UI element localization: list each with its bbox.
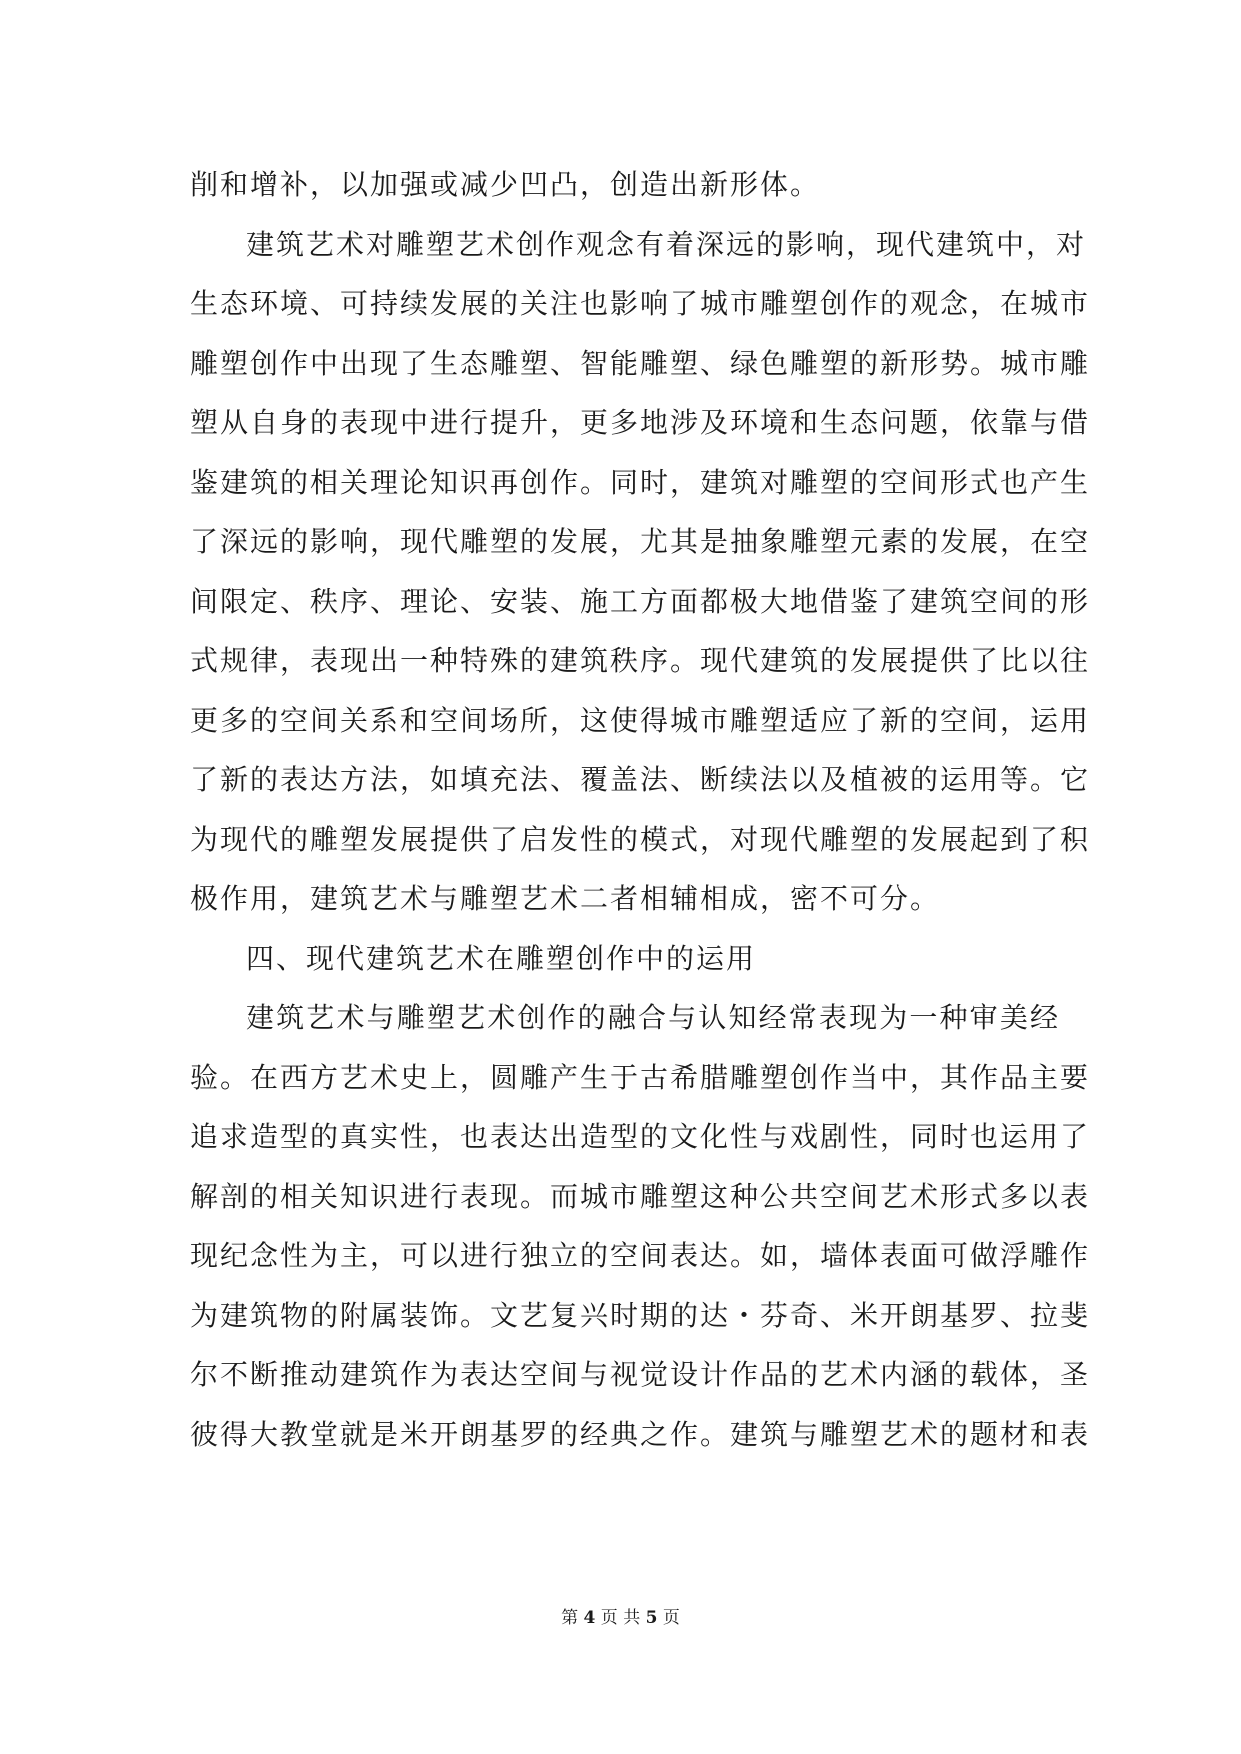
footer-total-pages: 5 (645, 1608, 658, 1628)
text-line: 解剖的相关知识进行表现。而城市雕塑这种公共空间艺术形式多以表 (190, 1179, 1091, 1213)
text-line: 了深远的影响，现代雕塑的发展，尤其是抽象雕塑元素的发展，在空 (190, 525, 1091, 558)
text-line: 验。在西方艺术史上，圆雕产生于古希腊雕塑创作当中，其作品主要 (190, 1060, 1091, 1094)
section-heading: 四、现代建筑艺术在雕塑创作中的运用 (246, 941, 757, 975)
page-footer (0, 1606, 1241, 1630)
text-line: 鉴建筑的相关理论知识再创作。同时，建筑对雕塑的空间形式也产生 (190, 465, 1091, 499)
footer-prefix: 第 (561, 1608, 579, 1628)
footer-suffix: 页 (662, 1608, 680, 1628)
footer-middle: 页 共 (600, 1608, 641, 1628)
text-line: 式规律，表现出一种特殊的建筑秩序。现代建筑的发展提供了比以往 (190, 644, 1091, 677)
text-line: 间限定、秩序、理论、安装、施工方面都极大地借鉴了建筑空间的形 (190, 584, 1091, 618)
body-text (190, 155, 1091, 1464)
text-line: 生态环境、可持续发展的关注也影响了城市雕塑创作的观念，在城市 (190, 287, 1091, 320)
text-line: 了新的表达方法，如填充法、覆盖法、断续法以及植被的运用等。它 (190, 763, 1091, 796)
text-line: 更多的空间关系和空间场所，这使得城市雕塑适应了新的空间，运用 (190, 703, 1091, 737)
text-line: 为现代的雕塑发展提供了启发性的模式，对现代雕塑的发展起到了积 (190, 822, 1091, 856)
text-line: 塑从自身的表现中进行提升，更多地涉及环境和生态问题，依靠与借 (190, 406, 1091, 439)
text-line: 极作用，建筑艺术与雕塑艺术二者相辅相成，密不可分。 (190, 882, 941, 915)
text-line: 彼得大教堂就是米开朗基罗的经典之作。建筑与雕塑艺术的题材和表 (190, 1417, 1091, 1451)
text-line: 建筑艺术对雕塑艺术创作观念有着深远的影响，现代建筑中，对 (246, 227, 1087, 261)
text-line: 追求造型的真实性，也表达出造型的文化性与戏剧性，同时也运用了 (190, 1120, 1091, 1153)
text-line: 为建筑物的附属装饰。文艺复兴时期的达・芬奇、米开朗基罗、拉斐 (190, 1298, 1091, 1332)
text-line: 建筑艺术与雕塑艺术创作的融合与认知经常表现为一种审美经 (246, 1001, 1060, 1034)
footer-page-number: 4 (583, 1608, 596, 1628)
text-line: 削和增补，以加强或减少凹凸，创造出新形体。 (190, 168, 821, 201)
text-line: 现纪念性为主，可以进行独立的空间表达。如，墙体表面可做浮雕作 (190, 1239, 1091, 1272)
text-line: 雕塑创作中出现了生态雕塑、智能雕塑、绿色雕塑的新形势。城市雕 (190, 346, 1091, 380)
text-line: 尔不断推动建筑作为表达空间与视觉设计作品的艺术内涵的载体，圣 (190, 1358, 1091, 1391)
